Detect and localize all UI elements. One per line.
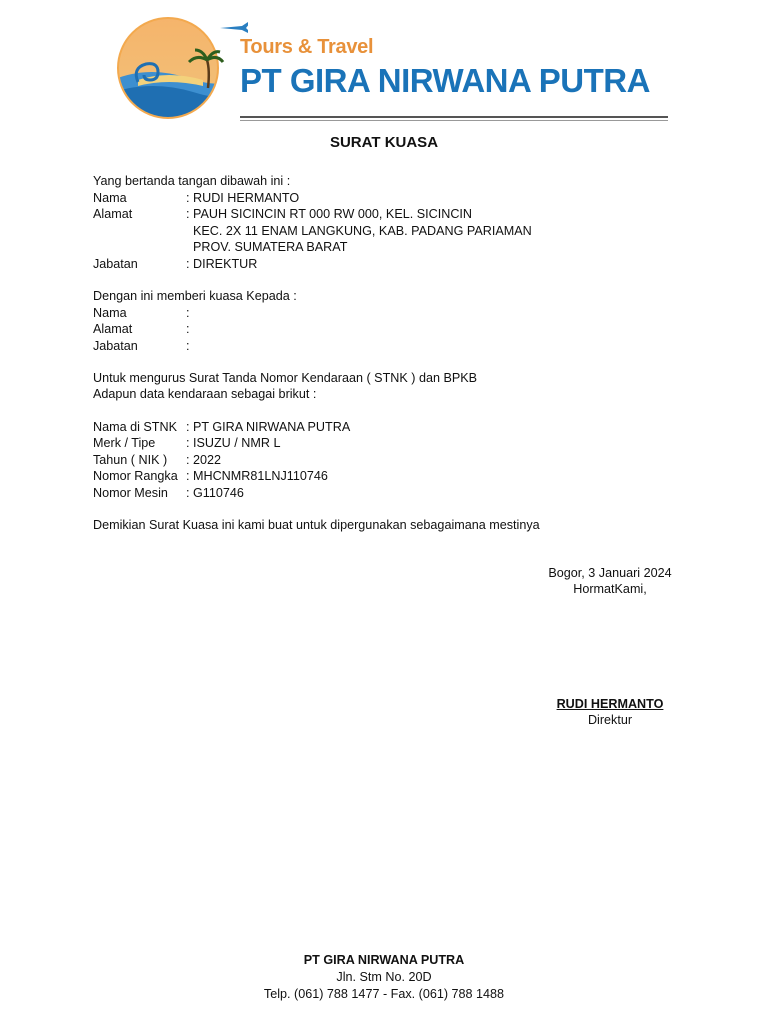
vehicle-label: Merk / Tipe xyxy=(93,436,156,450)
logo-tagline: Tours & Travel xyxy=(240,36,374,58)
vehicle-label: Nomor Rangka xyxy=(93,469,178,483)
airplane-icon xyxy=(220,22,248,33)
grantee-intro: Dengan ini memberi kuasa Kepada : xyxy=(93,289,297,303)
footer-company: PT GIRA NIRWANA PUTRA xyxy=(303,953,465,967)
signer-name: RUDI HERMANTO xyxy=(556,697,664,711)
grantor-value: : RUDI HERMANTO xyxy=(186,191,300,205)
grantor-value: KEC. 2X 11 ENAM LANGKUNG, KAB. PADANG PARIAMAN xyxy=(186,224,532,238)
logo-company-name: PT GIRA NIRWANA PUTRA xyxy=(240,62,650,99)
vehicle-label: Nama di STNK xyxy=(93,420,177,434)
grantor-value: : PAUH SICINCIN RT 000 RW 000, KEL. SICINCIN xyxy=(186,207,473,221)
vehicle-value: : 2022 xyxy=(186,453,222,467)
vehicle-value: : MHCNMR81LNJ110746 xyxy=(186,469,328,483)
header-divider xyxy=(240,116,668,118)
purpose-line: Untuk mengurus Surat Tanda Nomor Kendaraan ( STNK ) dan BPKB xyxy=(93,371,478,385)
closing-statement: Demikian Surat Kuasa ini kami buat untuk dipergunakan sebagaimana mestinya xyxy=(93,518,540,532)
grantee-value: : xyxy=(186,322,190,336)
document-title: SURAT KUASA xyxy=(329,134,439,151)
purpose-line: Adapun data kendaraan sebagai brikut : xyxy=(93,387,317,401)
grantor-label: Jabatan xyxy=(93,257,138,271)
vehicle-label: Tahun ( NIK ) xyxy=(93,453,168,467)
footer-phone: Telp. (061) 788 1477 - Fax. (061) 788 1488 xyxy=(263,987,505,1001)
grantor-label: Alamat xyxy=(93,207,133,221)
grantor-intro: Yang bertanda tangan dibawah ini : xyxy=(93,174,291,188)
signer-role: Direktur xyxy=(587,713,633,727)
place-date: Bogor, 3 Januari 2024 xyxy=(548,566,672,580)
vehicle-value: : G110746 xyxy=(186,486,244,500)
grantee-label: Jabatan xyxy=(93,339,138,353)
grantor-value: : DIREKTUR xyxy=(186,257,258,271)
header-divider-thin xyxy=(240,120,668,121)
grantee-value: : xyxy=(186,339,190,353)
vehicle-value: : ISUZU / NMR L xyxy=(186,436,281,450)
closing-greeting: HormatKami, xyxy=(573,582,647,596)
vehicle-label: Nomor Mesin xyxy=(93,486,168,500)
company-logo xyxy=(108,10,248,120)
grantee-label: Nama xyxy=(93,306,127,320)
vehicle-value: : PT GIRA NIRWANA PUTRA xyxy=(186,420,351,434)
grantee-value: : xyxy=(186,306,190,320)
footer-address: Jln. Stm No. 20D xyxy=(336,970,432,984)
grantee-label: Alamat xyxy=(93,322,133,336)
grantor-value: PROV. SUMATERA BARAT xyxy=(186,240,348,254)
grantor-label: Nama xyxy=(93,191,127,205)
